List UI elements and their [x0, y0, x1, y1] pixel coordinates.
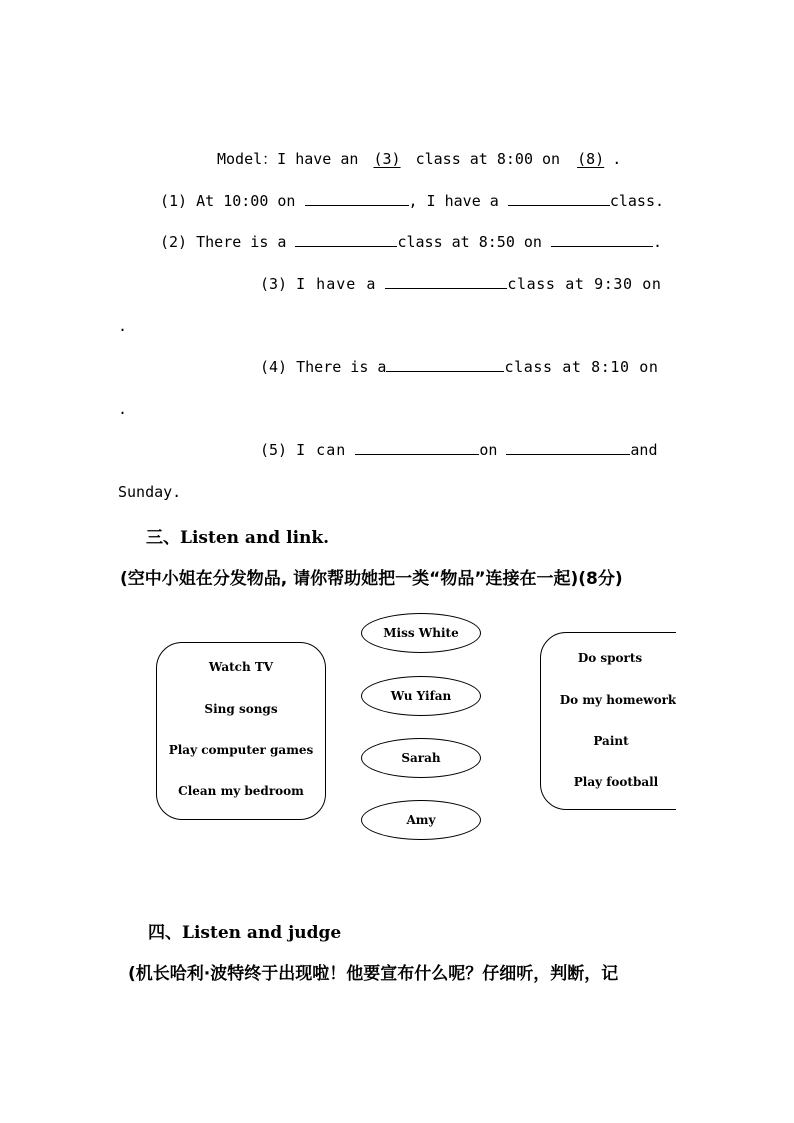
model-mid: class at 8:00 on	[406, 150, 570, 168]
activity-box-left	[156, 642, 326, 820]
model-blank-1: (3)	[373, 150, 401, 168]
section-3-instructions: (空中小姐在分发物品, 请你帮助她把一类“物品”连接在一起)(8分)	[120, 569, 623, 589]
name-oval[interactable]: Wu Yifan	[361, 676, 481, 716]
question-text: There is a	[196, 233, 287, 251]
question-5-continuation: Sunday.	[118, 483, 182, 501]
answer-blank[interactable]	[506, 440, 630, 455]
activity-item[interactable]: Paint	[593, 734, 629, 748]
question-text: on	[479, 441, 498, 459]
section-4-instructions: (机长哈利·波特终于出现啦！他要宣布什么呢？仔细听，判断，记	[128, 964, 619, 984]
section-3-title: 三、Listen and link.	[146, 528, 330, 548]
question-4-continuation: .	[118, 400, 128, 418]
question-text: There is a	[296, 358, 387, 376]
answer-blank[interactable]	[551, 232, 653, 247]
question-text: , I have a	[408, 192, 499, 210]
answer-blank[interactable]	[355, 440, 479, 455]
question-3-continuation: .	[118, 317, 128, 335]
activity-item[interactable]: Clean my bedroom	[178, 784, 304, 798]
section-4-title: 四、Listen and judge	[148, 923, 342, 943]
question-text: class at 9:30 on	[507, 275, 662, 293]
model-suffix: .	[612, 150, 622, 168]
answer-blank[interactable]	[385, 274, 507, 289]
activity-item[interactable]: Watch TV	[208, 660, 274, 674]
question-text: and	[630, 441, 658, 459]
model-blank-2: (8)	[577, 150, 605, 168]
activity-box-right	[540, 632, 676, 810]
question-text: class at 8:50 on	[397, 233, 542, 251]
activity-item[interactable]: Do my homework	[559, 693, 676, 707]
question-5	[260, 440, 658, 460]
model-line	[217, 149, 621, 169]
question-text: I can	[296, 441, 347, 459]
answer-blank[interactable]	[386, 357, 504, 372]
question-3	[260, 274, 662, 294]
question-4	[260, 357, 659, 377]
answer-blank[interactable]	[508, 191, 610, 206]
model-prefix: Model：I have an	[217, 150, 368, 168]
question-1	[160, 191, 664, 211]
question-text: I have a	[296, 275, 377, 293]
question-text: .	[653, 233, 663, 251]
question-2	[160, 232, 662, 252]
question-number: (5)	[260, 441, 288, 459]
question-number: (1)	[160, 192, 188, 210]
activity-item[interactable]: Play computer games	[168, 743, 314, 757]
answer-blank[interactable]	[295, 232, 397, 247]
question-number: (4)	[260, 358, 288, 376]
question-text: class.	[609, 192, 665, 210]
name-oval[interactable]: Sarah	[361, 738, 481, 778]
answer-blank[interactable]	[305, 191, 409, 206]
question-number: (3)	[260, 275, 288, 293]
activity-item[interactable]: Do sports	[577, 651, 643, 665]
question-text: class at 8:10 on	[504, 358, 659, 376]
question-number: (2)	[160, 233, 188, 251]
activity-item[interactable]: Sing songs	[204, 702, 278, 716]
question-text: At 10:00 on	[196, 192, 296, 210]
activity-box-right-clip	[538, 630, 676, 812]
activity-item[interactable]: Play football	[573, 775, 659, 789]
name-oval[interactable]: Amy	[361, 800, 481, 840]
name-oval[interactable]: Miss White	[361, 613, 481, 653]
